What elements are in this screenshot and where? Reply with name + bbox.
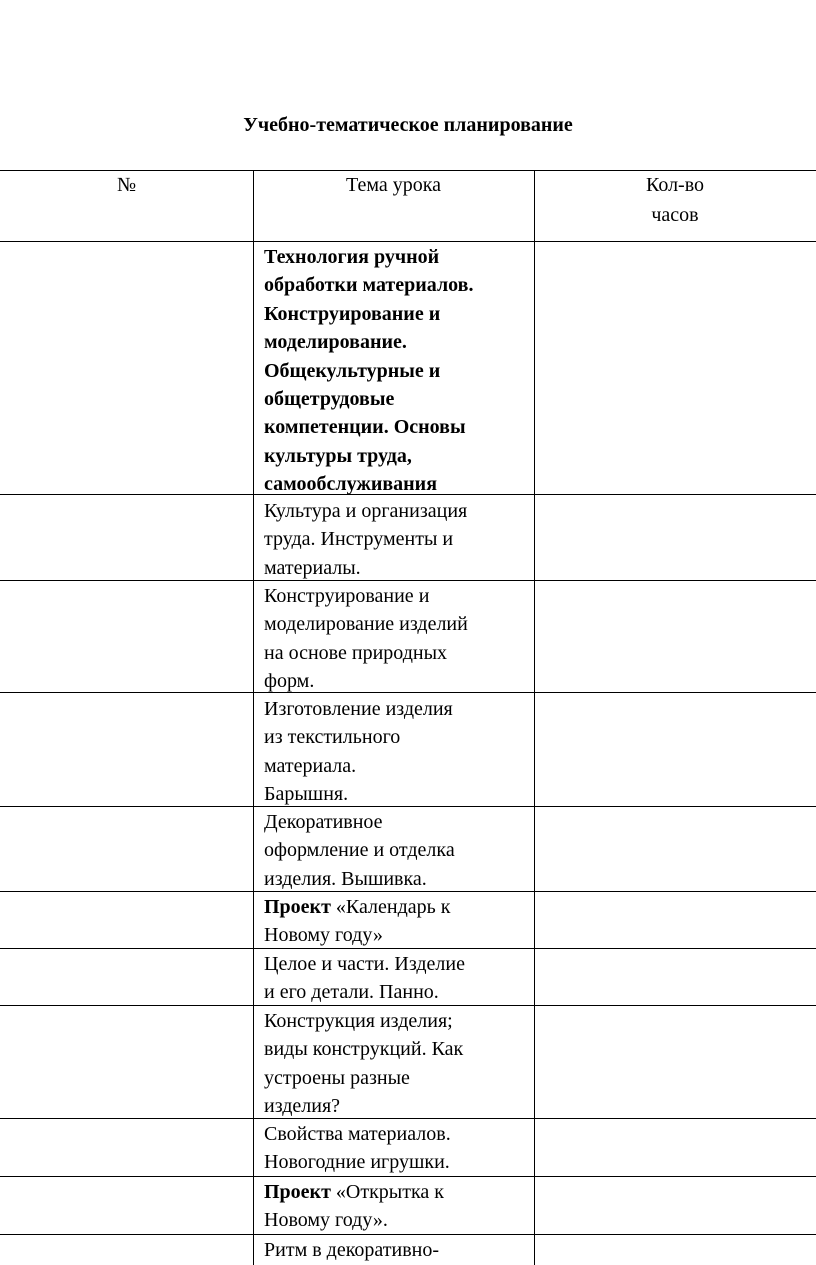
header-topic: Тема урока [345,174,442,196]
topic-cell: Культура и организация труда. Инструменты и материалы. [264,500,468,579]
project-title: «Календарь к Новому году» [264,896,451,947]
topic-cell: Технология ручной обработки материалов. Конструирование и моделирование. Общекультурные и общетрудовые компетенции. Основы культуры труда, самообслуживания [264,246,474,496]
row-divider [0,241,816,242]
project-label: Проект [264,1181,331,1203]
topic-cell: Конструкция изделия; виды конструкций. Как устроены разные изделия? [264,1010,464,1118]
topic-cell: Свойства материалов. Новогодние игрушки. [264,1123,451,1174]
topic-cell: Изготовление изделия из текстильного материала. Барышня. [264,698,453,806]
header-number: № [116,174,137,196]
page-title: Учебно-тематическое планирование [243,114,573,136]
topic-cell [264,1178,532,1235]
header-hours: Кол-во часов [645,174,705,226]
column-divider [253,170,254,1265]
topic-cell: Целое и части. Изделие и его детали. Панно. [264,953,465,1004]
planning-table [0,170,816,1265]
project-title: «Открытка к Новому году». [264,1181,444,1232]
topic-cell: Конструирование и моделирование изделий на основе природных форм. [264,585,468,693]
column-divider [534,170,535,1265]
project-label: Проект [264,896,331,918]
topic-cell [264,893,532,950]
topic-cell: Ритм в декоративно- [264,1239,440,1261]
topic-cell: Декоративное оформление и отделка изделия. Вышивка. [264,811,455,890]
